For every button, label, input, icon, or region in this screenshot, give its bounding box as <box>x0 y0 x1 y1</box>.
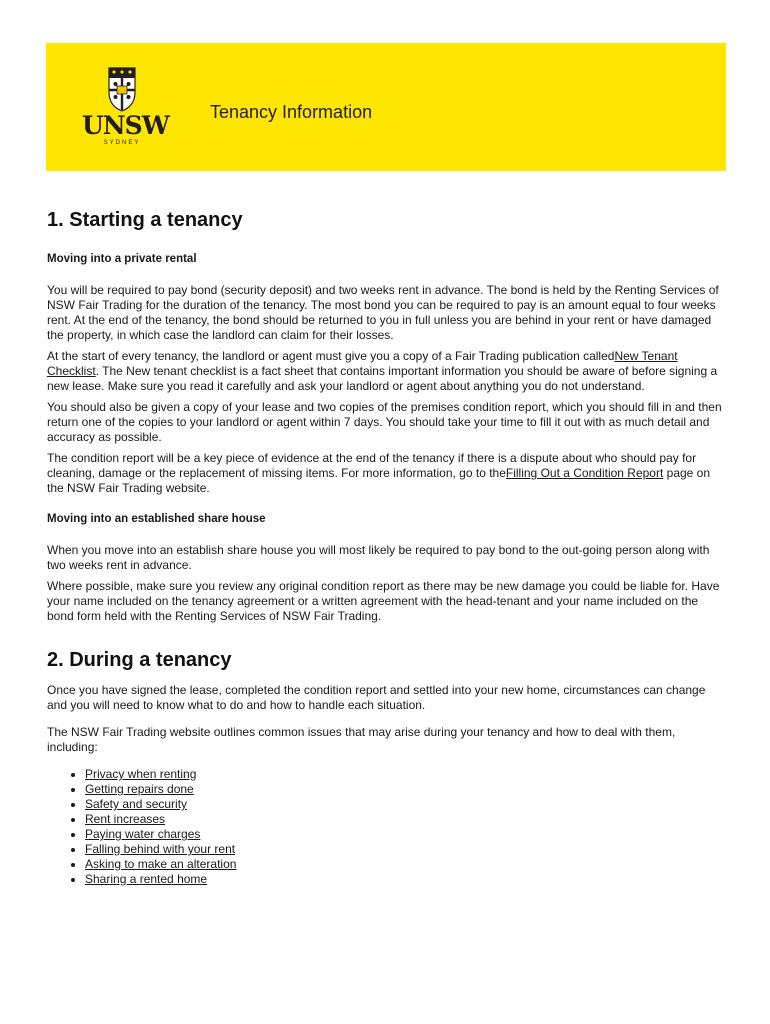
section2-heading: 2. During a tenancy <box>47 649 232 671</box>
safety-link[interactable]: Safety and security <box>85 797 188 811</box>
issues-link-list <box>47 767 724 887</box>
new-tenant-checklist-link[interactable]: New Tenant Checklist <box>47 349 678 378</box>
header-banner <box>46 43 726 171</box>
document-body <box>47 207 724 887</box>
checklist-paragraph <box>47 349 724 394</box>
unsw-logo <box>82 66 169 148</box>
list-item <box>85 857 724 872</box>
logo-subtext: SYDNEY <box>103 140 141 146</box>
water-charges-link[interactable]: Paying water charges <box>85 827 201 841</box>
list-item <box>85 767 724 782</box>
list-item <box>85 782 724 797</box>
condition-text-before: The condition report will be a key piece of evidence at the end of the tenancy if there is a dispute about who should pay for cleaning, damage or the replacement of missing items. For more information, go to the <box>47 451 697 480</box>
during-tenancy-paragraph: Once you have signed the lease, completed the condition report and settled into your new home, circumstances can change and you will need to know what to do and how to handle each situation. <box>47 683 706 712</box>
privacy-link[interactable]: Privacy when renting <box>85 767 197 781</box>
list-item <box>85 797 724 812</box>
rent-increases-link[interactable]: Rent increases <box>85 812 166 826</box>
condition-text-after: page on the NSW Fair Trading website. <box>47 466 711 495</box>
checklist-text-after: . The New tenant checklist is a fact sheet that contains important information you should be aware of before signing a new lease. Make sure you read it carefully and ask your landlord or agent about anything you do not understand. <box>47 364 718 393</box>
share-house-bond-paragraph: When you move into an establish share house you will most likely be required to pay bond to the out-going person along with two weeks rent in advance. <box>47 543 710 572</box>
share-house-subheading: Moving into an established share house <box>47 513 266 525</box>
list-item <box>85 812 724 827</box>
list-item <box>85 872 724 887</box>
logo-text: UNSW <box>82 111 169 140</box>
bond-paragraph: You will be required to pay bond (security deposit) and two weeks rent in advance. The bond is held by the Renting Services of NSW Fair Trading for the duration of the tenancy. The most bond you can be required to pay is an amount equal to four weeks rent. At the end of the tenancy, the bond should be returned to you in full unless you are behind in your rent or have damaged the property, in which case the landlord can claim for their losses. <box>47 283 719 342</box>
falling-behind-link[interactable]: Falling behind with your rent <box>85 842 236 856</box>
checklist-text-before: At the start of every tenancy, the landlord or agent must give you a copy of a Fair Trading publication called <box>47 349 615 363</box>
crest-icon <box>108 66 136 112</box>
sharing-home-link[interactable]: Sharing a rented home <box>85 872 208 886</box>
lease-copy-paragraph: You should also be given a copy of your lease and two copies of the premises condition report, which you should fill in and then return one of the copies to your landlord or agent within 7 days. You should take your time to fill it out with as much detail and accuracy as possible. <box>47 400 722 444</box>
document-title: Tenancy Information <box>210 102 373 122</box>
condition-report-paragraph <box>47 451 724 496</box>
private-rental-subheading: Moving into a private rental <box>47 253 197 265</box>
list-item <box>85 842 724 857</box>
common-issues-paragraph: The NSW Fair Trading website outlines common issues that may arise during your tenancy and how to deal with them, including: <box>47 725 676 754</box>
repairs-link[interactable]: Getting repairs done <box>85 782 194 796</box>
alteration-link[interactable]: Asking to make an alteration <box>85 857 237 871</box>
section1-heading: 1. Starting a tenancy <box>47 209 243 231</box>
condition-report-link[interactable]: Filling Out a Condition Report <box>505 466 664 480</box>
share-house-review-paragraph: Where possible, make sure you review any original condition report as there may be new damage you could be liable for. Have your name included on the tenancy agreement or a written agreement with the head-tenant and your name included on the bond form held with the Renting Services of NSW Fair Trading. <box>47 579 720 623</box>
list-item <box>85 827 724 842</box>
